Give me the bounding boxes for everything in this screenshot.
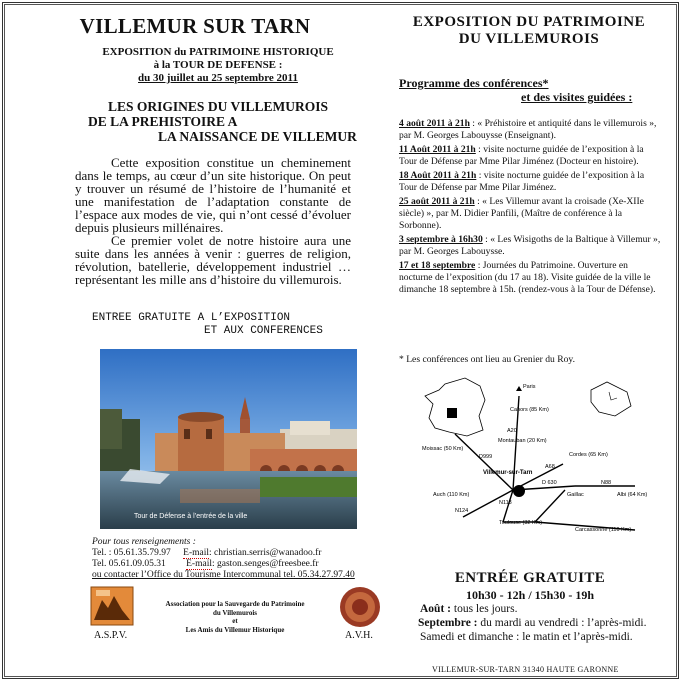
- contact-1-email[interactable]: : christian.serris@wanadoo.fr: [209, 548, 322, 558]
- tower-photo: [100, 349, 357, 529]
- map-label-cahors: Cahors (85 Km): [510, 407, 549, 413]
- map-label-gaillac: Gaillac: [567, 492, 584, 498]
- free-entry-title: ENTRÉE GRATUITE: [454, 570, 606, 586]
- map-label-montauban: Montauban (20 Km): [498, 438, 547, 444]
- map-label-toulouse: Toulouse (32 Km): [499, 520, 543, 526]
- september-schedule: [418, 616, 670, 630]
- event-item: [399, 196, 661, 232]
- contact-1: [92, 548, 362, 559]
- event-item: [399, 170, 661, 194]
- location-map: [395, 372, 663, 552]
- org-line-2: du Villemurois: [212, 608, 258, 617]
- aspv-logo: [90, 586, 134, 626]
- contact-1-tel: Tel. : 05.61.35.79.97: [92, 548, 171, 558]
- contact-2-email[interactable]: : gaston.senges@freesbee.fr: [211, 559, 319, 569]
- contacts-label: Pour tous renseignements :: [92, 537, 196, 547]
- origins-line-3: LA NAISSANCE DE VILLEMUR: [158, 129, 357, 144]
- town-title: VILLEMUR SUR TARN: [79, 14, 311, 38]
- contact-2-email-label: E-mail: [186, 559, 212, 569]
- map-label-d999: D999: [479, 454, 493, 460]
- event-text: : visite nocturne guidée de l’exposition à la Tour de Défense par Mme Pilar Jiménez (Docteur en histoire).: [399, 144, 644, 167]
- exhibition-title-line-1: EXPOSITION DU PATRIMOINE: [412, 14, 646, 30]
- map-label-d630: D 630: [542, 480, 557, 486]
- france-outline: [425, 378, 485, 436]
- program-heading-line-1: Programme des conférences*: [399, 76, 549, 90]
- subtitle-line-2: à la TOUR DE DEFENSE :: [153, 59, 283, 71]
- intro-paragraph-2: Ce premier volet de notre histoire aura une suite dans les années à venir : guerres de religion, révolution, batellerie, développement industriel … représentant les mille ans d’histoire du villemurois.: [75, 233, 351, 287]
- map-label-moissac: Moissac (50 Km): [422, 446, 464, 452]
- origins-line-1: LES ORIGINES DU VILLEMUROIS: [108, 99, 328, 114]
- event-text: : « Les Villemur avant la croisade (Xe-XIIe siècle) », par M. Didier Panfili, (Maître de conférence à la Sorbonne).: [399, 196, 644, 231]
- avh-label: A.V.H.: [345, 630, 373, 641]
- august-label: Août :: [420, 603, 451, 615]
- org-line-1: Association pour la Sauvegarde du Patrimoine: [165, 600, 305, 608]
- event-date: 3 septembre à 16h30: [399, 234, 483, 245]
- august-text: tous les jours.: [451, 603, 518, 615]
- origins-line-2: DE LA PREHISTOIRE A: [88, 114, 238, 129]
- program-heading: [399, 76, 661, 104]
- map-label-n88: N88: [601, 480, 612, 486]
- contacts-block: [92, 537, 362, 581]
- contact-1-email-label: E-mail: [183, 548, 209, 558]
- free-entry-line-1: ENTREE GRATUITE A L’EXPOSITION: [92, 312, 291, 324]
- map-label-paris: Paris: [523, 384, 536, 390]
- event-text: : visite nocturne guidée de l’exposition à la Tour de Défense par Mme Pilar Jiménez.: [399, 170, 645, 193]
- september-text: du mardi au vendredi : l’après-midi.: [477, 617, 647, 629]
- event-item: [399, 144, 661, 168]
- event-date: 4 août 2011 à 21h: [399, 118, 470, 129]
- event-text: : « Les Wisigoths de la Baltique à Villemur », par M. Georges Labouysse.: [399, 234, 661, 257]
- org-line-3: et: [232, 617, 238, 625]
- events-list: [399, 118, 661, 298]
- september-label: Septembre :: [418, 617, 478, 629]
- map-label-n124: N124: [455, 508, 469, 514]
- subtitle-line-1: EXPOSITION du PATRIMOINE HISTORIQUE: [102, 46, 334, 58]
- aspv-label: A.S.P.V.: [94, 630, 128, 641]
- event-date: 25 août 2011 à 21h: [399, 196, 475, 207]
- program-heading-line-2: et des visites guidées :: [521, 90, 633, 104]
- exhibition-subtitle: [86, 46, 350, 85]
- event-date: 18 Août 2011 à 21h: [399, 170, 477, 181]
- contact-2: [92, 559, 362, 570]
- org-line-4: Les Amis du Villemur Historique: [185, 625, 285, 634]
- map-label-albi: Albi (64 Km): [617, 492, 648, 498]
- intro-paragraph-1: Cette exposition constitue un cheminement dans le temps, au cœur d’un site historique. On peut y trouver un résumé de l’histoire de l’humanité et une manifestation de l’adaptation constante de l’espace aux modes de vie, qui n’ont cessé d’évoluer depuis plusieurs millénaires.: [75, 155, 351, 235]
- subtitle-dates: du 30 juillet au 25 septembre 2011: [138, 72, 298, 84]
- event-date: 11 Août 2011 à 21h: [399, 144, 476, 155]
- event-item: [399, 234, 661, 258]
- map-label-villemur: Villemur-sur-Tarn: [483, 470, 533, 476]
- contact-2-tel: Tel. 05.61.09.05.31: [92, 559, 166, 569]
- opening-hours: 10h30 - 12h / 15h30 - 19h: [465, 588, 595, 602]
- intro-text: [75, 156, 351, 286]
- map-label-n113: N113: [499, 500, 512, 506]
- august-schedule: [420, 602, 670, 616]
- photo-caption: Tour de Défense à l’entrée de la ville: [134, 513, 248, 520]
- exhibition-title-line-2: DU VILLEMUROIS: [458, 31, 600, 47]
- contact-tourism-office: ou contacter l’Office du Tourisme Intercommunal tel. 05.34.27.97.40: [92, 570, 355, 580]
- footer-address: VILLEMUR-SUR-TARN 31340 HAUTE GARONNE: [432, 665, 619, 674]
- event-item: [399, 260, 661, 296]
- event-date: 17 et 18 septembre: [399, 260, 476, 271]
- free-entry-notice: [92, 312, 352, 338]
- map-label-auch: Auch (110 Km): [433, 492, 470, 498]
- event-text: : Journées du Patrimoine. Ouverture en nocturne de l’exposition (du 17 au 18). Visite guidée de la ville le dimanche 18 septembre à 15h. (rendez-vous à la Tour de Défense).: [399, 260, 656, 295]
- map-label-a20: A20: [507, 428, 517, 434]
- event-item: [399, 118, 661, 142]
- free-entry-line-2: ET AUX CONFERENCES: [204, 325, 323, 337]
- map-label-a68: A68: [545, 464, 555, 470]
- opening-days: [420, 602, 670, 644]
- map-label-cordes: Cordes (65 Km): [569, 452, 608, 458]
- origins-heading: [78, 99, 358, 144]
- exhibition-title: [395, 14, 663, 48]
- conference-location-note: * Les conférences ont lieu au Grenier du Roy.: [399, 354, 575, 365]
- event-text: : « Préhistoire et antiquité dans le villemurois », par M. Georges Labouysse (Enseignant).: [399, 118, 657, 141]
- map-label-carcassonne: Carcassonne (110 Km): [575, 527, 632, 533]
- avh-seal: [339, 586, 381, 628]
- weekend-schedule: Samedi et dimanche : le matin et l’après-midi.: [420, 631, 633, 643]
- associations-text: [150, 600, 320, 634]
